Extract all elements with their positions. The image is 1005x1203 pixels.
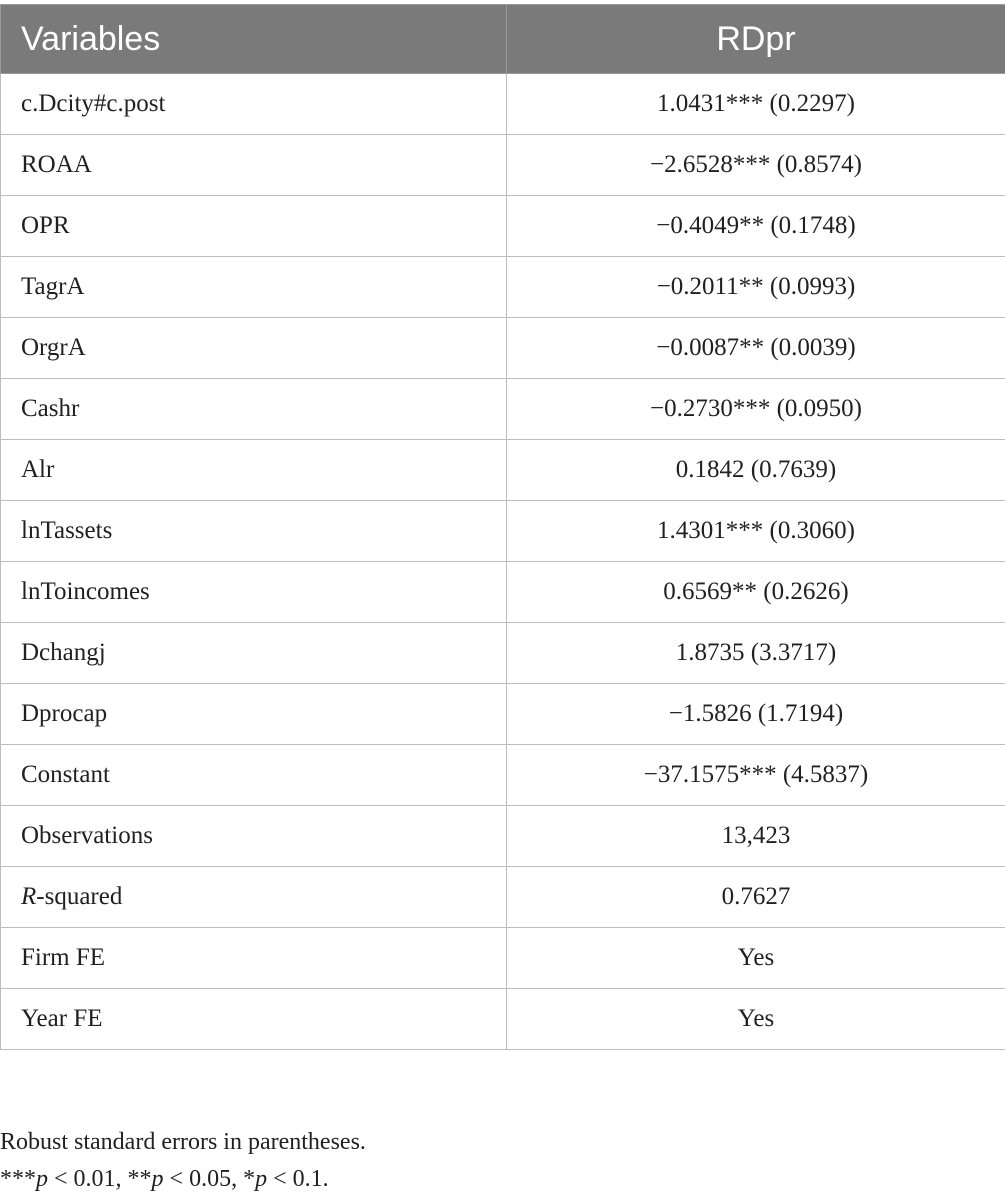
value-cell: Yes [507,928,1005,989]
table-row [1,623,1005,684]
table-row [1,745,1005,806]
value-cell: −0.0087** (0.0039) [507,318,1005,379]
table-row [1,135,1005,196]
threshold-01: < 0.1. [267,1166,329,1192]
table-row [1,440,1005,501]
value-cell: 0.6569** (0.2626) [507,562,1005,623]
header-variables: Variables [1,5,507,74]
value-cell: Yes [507,989,1005,1050]
table-row [1,928,1005,989]
table-header-row [1,5,1005,74]
value-cell: 1.4301*** (0.3060) [507,501,1005,562]
table-row [1,74,1005,135]
variable-cell: Constant [1,745,507,806]
table-row [1,806,1005,867]
table-row [1,562,1005,623]
table-row [1,684,1005,745]
stars-three: *** [0,1166,36,1192]
variable-cell: Dchangj [1,623,507,684]
variable-cell: lnTassets [1,501,507,562]
variable-cell: TagrA [1,257,507,318]
variable-cell: Firm FE [1,928,507,989]
value-cell: −0.4049** (0.1748) [507,196,1005,257]
value-cell: −0.2730*** (0.0950) [507,379,1005,440]
value-cell: 1.8735 (3.3717) [507,623,1005,684]
notes-line-standard-errors: Robust standard errors in parentheses. [0,1129,366,1155]
table-notes [0,1124,366,1198]
variable-cell: OrgrA [1,318,507,379]
value-cell: −0.2011** (0.0993) [507,257,1005,318]
stars-two: ** [127,1166,152,1192]
table-row [1,867,1005,928]
value-cell: 0.7627 [507,867,1005,928]
squared-suffix: -squared [36,883,123,910]
p-symbol: p [36,1166,48,1192]
variable-cell: ROAA [1,135,507,196]
variable-cell: Dprocap [1,684,507,745]
value-cell: 0.1842 (0.7639) [507,440,1005,501]
table-row [1,257,1005,318]
variable-cell: Alr [1,440,507,501]
table-row [1,318,1005,379]
regression-results-table [0,4,1005,1050]
header-rdpr: RDpr [507,5,1005,74]
table-row [1,379,1005,440]
variable-cell: lnToincomes [1,562,507,623]
r-symbol: R [21,883,37,910]
variable-cell: Observations [1,806,507,867]
threshold-005: < 0.05, [163,1166,244,1192]
value-cell: −2.6528*** (0.8574) [507,135,1005,196]
value-cell: −37.1575*** (4.5837) [507,745,1005,806]
notes-line-significance [0,1161,366,1198]
table-row [1,501,1005,562]
variable-cell [1,867,507,928]
p-symbol: p [151,1166,164,1192]
stars-one: * [243,1166,256,1192]
table-row [1,989,1005,1050]
value-cell: 1.0431*** (0.2297) [507,74,1005,135]
value-cell: 13,423 [507,806,1005,867]
p-symbol: p [255,1166,268,1192]
value-cell: −1.5826 (1.7194) [507,684,1005,745]
threshold-001: < 0.01, [48,1166,128,1192]
variable-cell: OPR [1,196,507,257]
table-row [1,196,1005,257]
variable-cell: Cashr [1,379,507,440]
variable-cell: c.Dcity#c.post [1,74,507,135]
variable-cell: Year FE [1,989,507,1050]
